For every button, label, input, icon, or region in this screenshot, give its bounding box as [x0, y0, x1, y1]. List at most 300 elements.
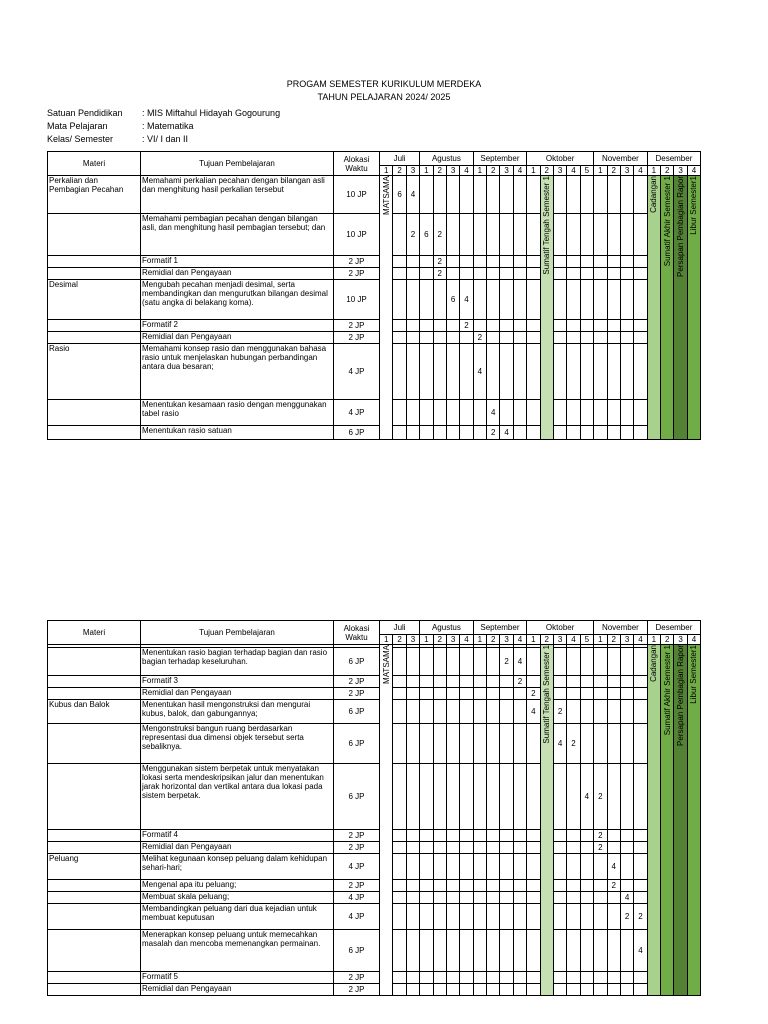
- week-cell: [473, 648, 486, 676]
- week-cell: 2: [500, 648, 513, 676]
- week-cell: [473, 256, 486, 268]
- week-cell: [406, 256, 419, 268]
- week-cell: [513, 892, 526, 904]
- week-cell: [420, 268, 433, 280]
- week-number: 3: [674, 635, 687, 645]
- rapor-column: [674, 176, 687, 440]
- week-number: 2: [607, 166, 620, 176]
- meta-row: [47, 120, 280, 133]
- week-cell: [553, 400, 566, 426]
- week-cell: [393, 830, 406, 842]
- week-cell: [580, 700, 593, 724]
- week-cell: [607, 676, 620, 688]
- week-cell: [634, 268, 647, 280]
- week-cell: [594, 280, 607, 320]
- week-cell: [473, 676, 486, 688]
- week-cell: [446, 854, 459, 880]
- week-cell: [460, 648, 473, 676]
- week-cell: [513, 400, 526, 426]
- week-cell: [527, 892, 540, 904]
- tujuan-cell: Remidial dan Pengayaan: [141, 688, 334, 700]
- week-cell: [620, 972, 633, 984]
- week-cell: [594, 688, 607, 700]
- alokasi-cell: 2 JP: [334, 320, 380, 332]
- week-cell: [567, 930, 580, 972]
- table-row: [48, 972, 701, 984]
- week-cell: [446, 268, 459, 280]
- week-number: 4: [513, 635, 526, 645]
- week-cell: [580, 214, 593, 256]
- week-cell: [567, 984, 580, 996]
- week-cell: [473, 700, 486, 724]
- document-header: [0, 78, 768, 104]
- week-cell: 4: [607, 854, 620, 880]
- table-row: [48, 648, 701, 676]
- week-cell: [527, 904, 540, 930]
- week-cell: [567, 688, 580, 700]
- week-cell: [580, 268, 593, 280]
- week-cell: [393, 688, 406, 700]
- week-cell: [406, 724, 419, 764]
- week-cell: 4: [473, 344, 486, 400]
- week-cell: [580, 344, 593, 400]
- week-cell: [446, 972, 459, 984]
- week-cell: 4: [460, 280, 473, 320]
- column-header-tujuan: Tujuan Pembelajaran: [141, 152, 334, 176]
- week-cell: [594, 892, 607, 904]
- week-cell: [446, 344, 459, 400]
- week-cell: [500, 830, 513, 842]
- alokasi-cell: 2 JP: [334, 268, 380, 280]
- week-cell: [433, 880, 446, 892]
- week-cell: [553, 842, 566, 854]
- week-cell: [500, 972, 513, 984]
- week-cell: [420, 400, 433, 426]
- month-header: Oktober: [527, 621, 594, 635]
- week-cell: [446, 688, 459, 700]
- week-cell: [513, 688, 526, 700]
- materi-cell: [48, 400, 141, 426]
- week-cell: [433, 332, 446, 344]
- week-cell: [420, 332, 433, 344]
- week-cell: [393, 332, 406, 344]
- week-number: 4: [634, 166, 647, 176]
- week-cell: [527, 930, 540, 972]
- week-number: 3: [446, 635, 459, 645]
- week-cell: [500, 256, 513, 268]
- materi-cell: [48, 256, 141, 268]
- week-cell: [594, 984, 607, 996]
- week-number: 4: [567, 166, 580, 176]
- week-cell: [580, 972, 593, 984]
- month-header: Agustus: [420, 152, 474, 166]
- table-row: [48, 880, 701, 892]
- week-cell: 4: [513, 648, 526, 676]
- cadangan-column-label: Cadangan: [649, 645, 659, 682]
- week-cell: [500, 764, 513, 830]
- week-cell: [594, 344, 607, 400]
- week-cell: [500, 320, 513, 332]
- week-cell: [500, 400, 513, 426]
- tujuan-cell: Formatif 4: [141, 830, 334, 842]
- column-header-materi: Materi: [48, 621, 141, 645]
- week-cell: [406, 904, 419, 930]
- tujuan-cell: Mengubah pecahan menjadi desimal, serta membandingkan dan mengurutkan bilangan desimal (satu angka di belakang koma).: [141, 280, 334, 320]
- week-number: 1: [647, 166, 660, 176]
- sts-column-label: Sumatif Tengah Semester 1: [542, 645, 552, 744]
- week-cell: [473, 904, 486, 930]
- week-cell: [634, 676, 647, 688]
- rapor-column-label: Persapan Pembagian Rapor: [676, 176, 686, 277]
- week-cell: [473, 724, 486, 764]
- week-cell: [553, 676, 566, 688]
- week-cell: [487, 880, 500, 892]
- week-cell: [513, 930, 526, 972]
- week-cell: [553, 214, 566, 256]
- week-cell: [580, 688, 593, 700]
- week-cell: 2: [634, 904, 647, 930]
- week-number: 2: [661, 166, 674, 176]
- week-number: 4: [460, 166, 473, 176]
- week-cell: [513, 830, 526, 842]
- week-cell: [420, 700, 433, 724]
- week-cell: [433, 700, 446, 724]
- week-number: 4: [687, 635, 700, 645]
- alokasi-cell: 6 JP: [334, 426, 380, 440]
- week-cell: [527, 830, 540, 842]
- week-cell: [567, 972, 580, 984]
- week-cell: [513, 214, 526, 256]
- week-cell: [487, 764, 500, 830]
- week-cell: [607, 930, 620, 972]
- week-cell: [406, 676, 419, 688]
- table-row: [48, 676, 701, 688]
- cadangan-column: [647, 176, 660, 440]
- week-cell: [634, 892, 647, 904]
- meta-label: Mata Pelajaran: [47, 121, 108, 131]
- table-row: [48, 332, 701, 344]
- week-cell: [420, 880, 433, 892]
- week-cell: [634, 344, 647, 400]
- week-cell: [594, 930, 607, 972]
- week-cell: [620, 830, 633, 842]
- week-cell: [527, 984, 540, 996]
- week-cell: [473, 214, 486, 256]
- week-cell: [406, 930, 419, 972]
- week-cell: [487, 176, 500, 214]
- week-cell: [487, 320, 500, 332]
- week-cell: [594, 214, 607, 256]
- week-cell: [607, 984, 620, 996]
- week-cell: [393, 256, 406, 268]
- week-cell: [513, 344, 526, 400]
- week-cell: [420, 904, 433, 930]
- alokasi-cell: 6 JP: [334, 764, 380, 830]
- week-cell: [527, 426, 540, 440]
- week-cell: [580, 676, 593, 688]
- week-cell: [500, 214, 513, 256]
- week-cell: [487, 344, 500, 400]
- week-cell: [393, 268, 406, 280]
- libur-column: [687, 176, 700, 440]
- week-cell: [446, 904, 459, 930]
- week-number: 1: [527, 166, 540, 176]
- week-cell: [406, 842, 419, 854]
- week-cell: [607, 280, 620, 320]
- week-cell: [460, 892, 473, 904]
- table-row: [48, 842, 701, 854]
- alokasi-cell: 2 JP: [334, 984, 380, 996]
- table-row: [48, 984, 701, 996]
- week-cell: [513, 700, 526, 724]
- week-cell: [553, 320, 566, 332]
- week-cell: [567, 332, 580, 344]
- week-cell: [406, 400, 419, 426]
- week-cell: [634, 972, 647, 984]
- schedule-table-2: [47, 620, 701, 996]
- week-cell: [553, 972, 566, 984]
- column-header-tujuan: Tujuan Pembelajaran: [141, 621, 334, 645]
- tujuan-cell: Memahami perkalian pecahan dengan bilangan asli dan menghitung hasil perkalian tersebut: [141, 176, 334, 214]
- week-number: 2: [487, 166, 500, 176]
- week-cell: [527, 648, 540, 676]
- week-cell: [393, 764, 406, 830]
- libur-column-label: Libur Semester1: [689, 645, 699, 704]
- week-cell: [393, 904, 406, 930]
- week-cell: [607, 426, 620, 440]
- week-cell: [607, 688, 620, 700]
- week-cell: [500, 842, 513, 854]
- week-cell: [553, 256, 566, 268]
- week-number: 3: [553, 635, 566, 645]
- week-cell: [500, 880, 513, 892]
- sas-column: [661, 645, 674, 996]
- week-cell: [634, 880, 647, 892]
- week-cell: 4: [406, 176, 419, 214]
- week-cell: [567, 764, 580, 830]
- week-cell: [567, 176, 580, 214]
- week-cell: [513, 256, 526, 268]
- week-cell: [446, 426, 459, 440]
- week-cell: 4: [580, 764, 593, 830]
- week-cell: [460, 426, 473, 440]
- materi-cell: [48, 688, 141, 700]
- alokasi-cell: 4 JP: [334, 904, 380, 930]
- week-cell: [446, 400, 459, 426]
- week-cell: [473, 268, 486, 280]
- week-cell: [487, 332, 500, 344]
- alokasi-cell: 2 JP: [334, 256, 380, 268]
- week-cell: [580, 332, 593, 344]
- week-cell: [420, 984, 433, 996]
- week-cell: [553, 268, 566, 280]
- alokasi-cell: 6 JP: [334, 930, 380, 972]
- week-number: 2: [540, 166, 553, 176]
- week-cell: [527, 880, 540, 892]
- tujuan-cell: Formatif 1: [141, 256, 334, 268]
- week-cell: [620, 724, 633, 764]
- week-cell: [473, 842, 486, 854]
- week-cell: [620, 400, 633, 426]
- week-cell: [634, 842, 647, 854]
- week-cell: [433, 688, 446, 700]
- week-cell: [487, 724, 500, 764]
- week-cell: [580, 984, 593, 996]
- week-cell: [406, 830, 419, 842]
- week-cell: [393, 344, 406, 400]
- week-number: 3: [406, 635, 419, 645]
- week-cell: [446, 830, 459, 842]
- week-cell: [500, 724, 513, 764]
- week-cell: [620, 320, 633, 332]
- week-cell: [393, 854, 406, 880]
- materi-cell: [48, 930, 141, 972]
- week-number: 3: [553, 166, 566, 176]
- week-cell: [500, 344, 513, 400]
- week-cell: [473, 280, 486, 320]
- week-cell: [607, 892, 620, 904]
- week-cell: [473, 892, 486, 904]
- week-cell: [594, 176, 607, 214]
- tujuan-cell: Melihat kegunaan konsep peluang dalam kehidupan sehari-hari;: [141, 854, 334, 880]
- tujuan-cell: Menerapkan konsep peluang untuk memecahkan masalah dan mencoba memenangkan permainan.: [141, 930, 334, 972]
- week-cell: [460, 176, 473, 214]
- week-cell: [527, 972, 540, 984]
- week-cell: [433, 830, 446, 842]
- week-cell: [433, 972, 446, 984]
- week-cell: [527, 256, 540, 268]
- table-row: [48, 764, 701, 830]
- week-cell: [594, 426, 607, 440]
- week-cell: [513, 972, 526, 984]
- week-cell: [594, 648, 607, 676]
- month-header: Desember: [647, 621, 701, 635]
- week-cell: [473, 880, 486, 892]
- week-cell: 2: [567, 724, 580, 764]
- week-cell: [393, 676, 406, 688]
- meta-value: : Matematika: [142, 121, 194, 131]
- week-cell: [406, 280, 419, 320]
- week-cell: [433, 280, 446, 320]
- week-cell: [420, 648, 433, 676]
- week-cell: [527, 854, 540, 880]
- week-cell: [513, 724, 526, 764]
- week-number: 3: [500, 635, 513, 645]
- tujuan-cell: Formatif 2: [141, 320, 334, 332]
- week-cell: [580, 280, 593, 320]
- week-cell: [487, 854, 500, 880]
- week-cell: [433, 984, 446, 996]
- week-cell: [620, 256, 633, 268]
- week-cell: 4: [620, 892, 633, 904]
- week-cell: 2: [473, 332, 486, 344]
- week-cell: [433, 320, 446, 332]
- week-cell: [567, 892, 580, 904]
- alokasi-cell: 2 JP: [334, 676, 380, 688]
- week-cell: [460, 344, 473, 400]
- tujuan-cell: Memahami pembagian pecahan dengan bilangan asli, dan menghitung hasil pembagian tersebut; dan: [141, 214, 334, 256]
- week-cell: [594, 880, 607, 892]
- week-cell: [594, 972, 607, 984]
- week-number: 3: [500, 166, 513, 176]
- schedule-table-1: [47, 151, 701, 440]
- week-number: 3: [446, 166, 459, 176]
- meta-row: [47, 133, 280, 146]
- week-cell: [473, 764, 486, 830]
- week-cell: [446, 700, 459, 724]
- week-cell: 2: [594, 830, 607, 842]
- week-cell: [620, 214, 633, 256]
- week-cell: [567, 700, 580, 724]
- week-cell: [487, 972, 500, 984]
- table-row: [48, 854, 701, 880]
- tujuan-cell: Menentukan hasil mengonstruksi dan mengurai kubus, balok, dan gabungannya;: [141, 700, 334, 724]
- week-cell: [393, 724, 406, 764]
- week-cell: [393, 214, 406, 256]
- week-cell: [473, 400, 486, 426]
- week-cell: [594, 320, 607, 332]
- week-cell: [393, 880, 406, 892]
- week-cell: 4: [487, 400, 500, 426]
- week-cell: [620, 688, 633, 700]
- week-cell: [620, 268, 633, 280]
- alokasi-cell: 2 JP: [334, 880, 380, 892]
- tujuan-cell: Remidial dan Pengayaan: [141, 984, 334, 996]
- meta-row: [47, 107, 280, 120]
- week-cell: [553, 688, 566, 700]
- week-number: 2: [661, 635, 674, 645]
- meta-label: Satuan Pendidikan: [47, 108, 123, 118]
- week-cell: [473, 688, 486, 700]
- week-cell: [620, 648, 633, 676]
- week-cell: [446, 764, 459, 830]
- week-cell: [513, 904, 526, 930]
- week-cell: [513, 854, 526, 880]
- week-cell: [567, 400, 580, 426]
- week-cell: [460, 676, 473, 688]
- week-cell: [487, 648, 500, 676]
- week-cell: [607, 842, 620, 854]
- week-cell: [393, 892, 406, 904]
- week-cell: 2: [594, 764, 607, 830]
- week-number: 1: [380, 635, 393, 645]
- meta-value: : MIS Miftahul Hidayah Gogourung: [142, 108, 281, 118]
- week-cell: [500, 676, 513, 688]
- week-cell: [406, 984, 419, 996]
- tujuan-cell: Mengenal apa itu peluang;: [141, 880, 334, 892]
- month-header: November: [594, 152, 648, 166]
- week-cell: [580, 842, 593, 854]
- alokasi-cell: 6 JP: [334, 700, 380, 724]
- week-cell: [460, 688, 473, 700]
- week-cell: [620, 930, 633, 972]
- week-cell: [580, 648, 593, 676]
- matsama-column-label: MATSAMA: [381, 645, 391, 684]
- document-subtitle: TAHUN PELAJARAN 2024/ 2025: [317, 92, 451, 102]
- week-cell: [567, 426, 580, 440]
- week-cell: [473, 176, 486, 214]
- materi-cell: Peluang: [48, 854, 141, 880]
- week-number: 2: [393, 166, 406, 176]
- week-cell: [580, 426, 593, 440]
- tujuan-cell: Formatif 5: [141, 972, 334, 984]
- week-cell: [513, 426, 526, 440]
- header-row-months: [48, 621, 701, 635]
- week-cell: [553, 648, 566, 676]
- week-cell: [553, 764, 566, 830]
- week-cell: [433, 842, 446, 854]
- week-cell: 2: [433, 214, 446, 256]
